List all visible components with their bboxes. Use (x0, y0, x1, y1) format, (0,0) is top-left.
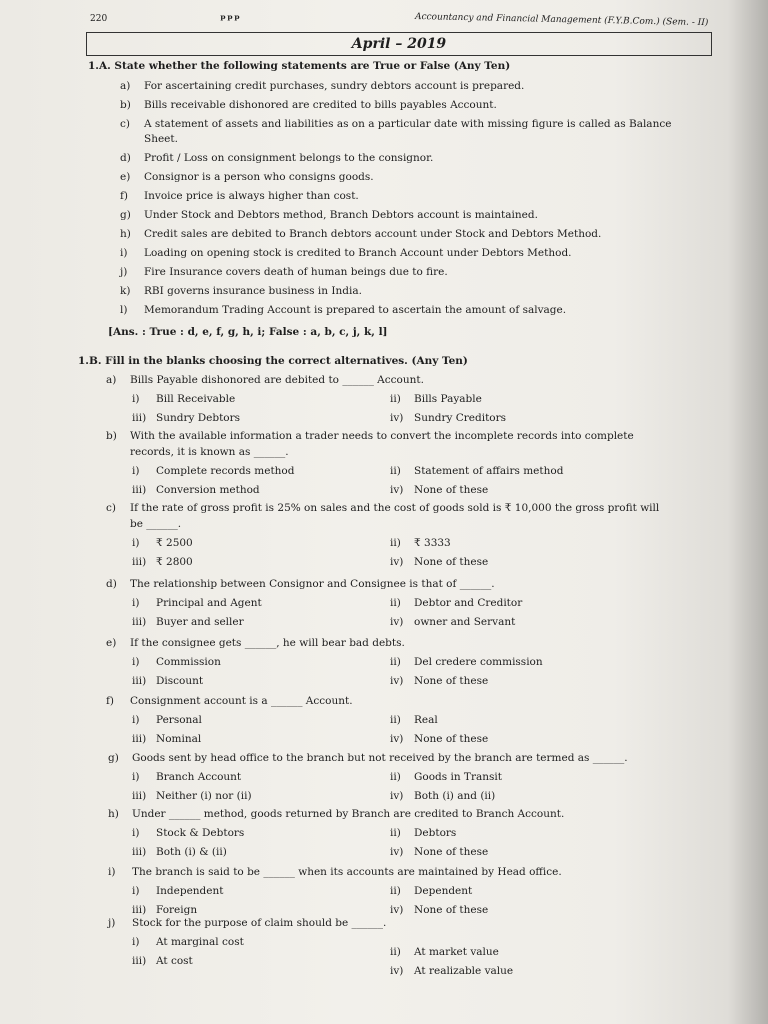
option-marker: ii) (390, 537, 401, 549)
question-text (108, 752, 628, 765)
item-text: For ascertaining credit purchases, sundry debtors account is prepared. (144, 80, 525, 92)
option-marker: iv) (390, 965, 404, 977)
question-text (106, 578, 495, 591)
option-text: Both (i) and (ii) (414, 790, 496, 802)
option-text: ₹ 2500 (156, 537, 193, 549)
question-line: Under ______ method, goods returned by Branch are credited to Branch Account. (132, 808, 565, 820)
option-iii (132, 904, 197, 916)
statement-item (120, 80, 524, 93)
question-line: records, it is known as ______. (130, 446, 289, 458)
option-i (132, 393, 235, 405)
option-marker: ii) (390, 656, 401, 668)
option-marker: iii) (132, 484, 147, 496)
option-text: None of these (414, 733, 489, 745)
option-text: Personal (156, 714, 202, 726)
option-marker: i) (132, 771, 140, 783)
option-iii (132, 955, 193, 967)
question-text (106, 637, 405, 650)
option-marker: iv) (390, 790, 404, 802)
option-iii (132, 675, 203, 687)
question-marker: d) (106, 578, 117, 590)
option-ii (390, 465, 563, 477)
option-text: Debtor and Creditor (414, 597, 523, 609)
statement-item (120, 247, 572, 260)
statement-item (120, 133, 178, 146)
item-marker: k) (120, 285, 131, 297)
page-header (90, 8, 708, 30)
section-b-heading: 1.B. Fill in the blanks choosing the correct alternatives. (Any Ten) (78, 355, 468, 367)
option-iv (390, 846, 488, 858)
option-marker: i) (132, 537, 140, 549)
option-text: Complete records method (156, 465, 295, 477)
item-marker: g) (120, 209, 131, 221)
statement-item (120, 304, 566, 317)
item-marker: f) (120, 190, 128, 202)
option-iii (132, 556, 193, 568)
item-text: RBI governs insurance business in India. (144, 285, 362, 297)
answer-key: [Ans. : True : d, e, f, g, h, i; False : a, b, c, j, k, l] (108, 326, 388, 338)
option-text: Foreign (156, 904, 198, 916)
option-ii (390, 885, 472, 897)
question-text (106, 695, 353, 708)
option-text: None of these (414, 675, 489, 687)
option-marker: i) (132, 597, 140, 609)
option-i (132, 465, 294, 477)
option-ii (390, 827, 456, 839)
statement-item (120, 285, 362, 298)
item-marker: e) (120, 171, 131, 183)
option-text: At marginal cost (156, 936, 244, 948)
option-marker: iv) (390, 412, 404, 424)
option-text: Conversion method (156, 484, 260, 496)
option-text: At realizable value (414, 965, 514, 977)
item-marker: l) (120, 304, 128, 316)
item-text: Invoice price is always higher than cost. (144, 190, 359, 202)
option-marker: iv) (390, 846, 404, 858)
option-ii (390, 946, 499, 958)
option-marker: ii) (390, 771, 401, 783)
option-iii (132, 616, 244, 628)
option-marker: iii) (132, 733, 147, 745)
option-iv (390, 733, 488, 745)
option-marker: i) (132, 936, 140, 948)
question-line: Bills Payable dishonored are debited to ______ Account. (130, 374, 424, 386)
question-text (106, 374, 424, 387)
item-text: Loading on opening stock is credited to Branch Account under Debtors Method. (144, 247, 572, 259)
option-iv (390, 412, 506, 424)
option-marker: ii) (390, 393, 401, 405)
item-marker: a) (120, 80, 131, 92)
option-iv (390, 556, 488, 568)
question-text-cont (106, 446, 289, 459)
statement-item (120, 190, 359, 203)
item-text: Consignor is a person who consigns goods. (144, 171, 374, 183)
question-text (108, 917, 386, 930)
option-text: Principal and Agent (156, 597, 262, 609)
option-text: Goods in Transit (414, 771, 502, 783)
option-text: None of these (414, 556, 489, 568)
option-text: None of these (414, 904, 489, 916)
option-text: Branch Account (156, 771, 242, 783)
question-line: With the available information a trader needs to convert the incomplete records into complete (130, 430, 634, 442)
option-text: Both (i) & (ii) (156, 846, 227, 858)
question-marker: a) (106, 374, 117, 386)
option-text: Buyer and seller (156, 616, 244, 628)
item-text: A statement of assets and liabilities as on a particular date with missing figure is called as Balance (144, 118, 672, 130)
option-marker: iv) (390, 675, 404, 687)
option-text: Real (414, 714, 438, 726)
question-marker: g) (108, 752, 119, 764)
option-text: At market value (414, 946, 499, 958)
publisher-logo: ᵖᵖᵖ (220, 12, 241, 26)
option-text: ₹ 2800 (156, 556, 193, 568)
option-i (132, 656, 221, 668)
statement-item (120, 99, 497, 112)
option-text: None of these (414, 846, 489, 858)
option-marker: i) (132, 656, 140, 668)
option-marker: ii) (390, 714, 401, 726)
option-text: Debtors (414, 827, 457, 839)
option-text: Sundry Creditors (414, 412, 507, 424)
option-i (132, 936, 244, 948)
option-marker: iv) (390, 733, 404, 745)
item-text: Under Stock and Debtors method, Branch Debtors account is maintained. (144, 209, 538, 221)
option-marker: ii) (390, 885, 401, 897)
item-text: Sheet. (144, 133, 178, 145)
question-text (106, 430, 634, 443)
option-text: Commission (156, 656, 221, 668)
option-i (132, 537, 193, 549)
question-marker: h) (108, 808, 119, 820)
option-marker: iii) (132, 846, 147, 858)
question-text (108, 808, 564, 821)
option-text: Stock & Debtors (156, 827, 245, 839)
statement-item (120, 228, 601, 241)
item-marker: i) (120, 247, 128, 259)
option-marker: iii) (132, 616, 147, 628)
option-marker: ii) (390, 827, 401, 839)
question-marker: i) (108, 866, 116, 878)
statement-item (120, 209, 538, 222)
option-text: Independent (156, 885, 224, 897)
item-text: Bills receivable dishonored are credited to bills payables Account. (144, 99, 497, 111)
option-iii (132, 484, 260, 496)
statement-item (120, 118, 671, 131)
option-text: Bills Payable (414, 393, 482, 405)
option-marker: iii) (132, 412, 147, 424)
option-marker: iii) (132, 904, 147, 916)
exam-title: April – 2019 (86, 32, 712, 56)
item-text: Memorandum Trading Account is prepared to ascertain the amount of salvage. (144, 304, 567, 316)
option-ii (390, 656, 543, 668)
item-marker: b) (120, 99, 131, 111)
item-marker: d) (120, 152, 131, 164)
option-text: ₹ 3333 (414, 537, 451, 549)
option-text: Dependent (414, 885, 473, 897)
section-a-heading: 1.A. State whether the following statements are True or False (Any Ten) (88, 60, 511, 72)
statement-item (120, 171, 374, 184)
option-text: Sundry Debtors (156, 412, 241, 424)
option-iv (390, 616, 515, 628)
option-marker: iv) (390, 556, 404, 568)
option-marker: ii) (390, 465, 401, 477)
option-marker: i) (132, 714, 140, 726)
option-iii (132, 733, 201, 745)
option-iv (390, 675, 488, 687)
option-i (132, 827, 244, 839)
option-marker: i) (132, 465, 140, 477)
option-text: Nominal (156, 733, 202, 745)
item-text: Profit / Loss on consignment belongs to the consignor. (144, 152, 434, 164)
question-line: be ______. (130, 518, 182, 530)
question-line: Consignment account is a ______ Account. (130, 695, 353, 707)
item-marker: h) (120, 228, 131, 240)
option-text: Statement of affairs method (414, 465, 564, 477)
question-line: The relationship between Consignor and Consignee is that of ______. (130, 578, 495, 590)
question-line: If the consignee gets ______, he will bear bad debts. (130, 637, 405, 649)
option-marker: i) (132, 393, 140, 405)
statement-item (120, 266, 448, 279)
option-marker: iii) (132, 556, 147, 568)
item-text: Fire Insurance covers death of human beings due to fire. (144, 266, 448, 278)
question-marker: f) (106, 695, 114, 707)
option-ii (390, 537, 451, 549)
option-i (132, 771, 241, 783)
option-ii (390, 714, 438, 726)
option-iv (390, 965, 513, 977)
option-text: owner and Servant (414, 616, 516, 628)
question-line: Stock for the purpose of claim should be ______. (132, 917, 387, 929)
option-text: Neither (i) nor (ii) (156, 790, 252, 802)
option-iii (132, 790, 252, 802)
option-iv (390, 904, 488, 916)
question-marker: j) (108, 917, 116, 929)
question-line: The branch is said to be ______ when its accounts are maintained by Head office. (132, 866, 562, 878)
option-text: Del credere commission (414, 656, 543, 668)
option-marker: ii) (390, 946, 401, 958)
statement-item (120, 152, 433, 165)
book-title: Accountancy and Financial Management (F.Y.B.Com.) (Sem. - II) (414, 12, 709, 29)
option-marker: ii) (390, 597, 401, 609)
option-i (132, 885, 223, 897)
option-marker: i) (132, 827, 140, 839)
option-iii (132, 412, 240, 424)
option-marker: iv) (390, 616, 404, 628)
item-text: Credit sales are debited to Branch debtors account under Stock and Debtors Method. (144, 228, 602, 240)
page-edge-shadow (728, 0, 768, 1024)
question-marker: c) (106, 502, 116, 514)
option-marker: iii) (132, 675, 147, 687)
option-iv (390, 790, 495, 802)
question-text-cont (106, 518, 181, 531)
option-marker: iii) (132, 790, 147, 802)
option-marker: iv) (390, 904, 404, 916)
option-iii (132, 846, 227, 858)
option-marker: i) (132, 885, 140, 897)
option-i (132, 714, 202, 726)
option-ii (390, 393, 482, 405)
option-ii (390, 771, 502, 783)
option-marker: iii) (132, 955, 147, 967)
question-marker: e) (106, 637, 117, 649)
option-text: At cost (156, 955, 193, 967)
question-text (108, 866, 562, 879)
option-marker: iv) (390, 484, 404, 496)
question-line: Goods sent by head office to the branch but not received by the branch are termed as ______. (132, 752, 628, 764)
option-iv (390, 484, 488, 496)
option-text: None of these (414, 484, 489, 496)
question-text (106, 502, 659, 515)
page-number: 220 (90, 14, 108, 24)
option-ii (390, 597, 522, 609)
option-i (132, 597, 262, 609)
item-marker: j) (120, 266, 128, 278)
option-text: Discount (156, 675, 204, 687)
question-line: If the rate of gross profit is 25% on sales and the cost of goods sold is ₹ 10,000 the gross profit will (130, 502, 660, 514)
question-marker: b) (106, 430, 117, 442)
item-marker: c) (120, 118, 130, 130)
option-text: Bill Receivable (156, 393, 236, 405)
